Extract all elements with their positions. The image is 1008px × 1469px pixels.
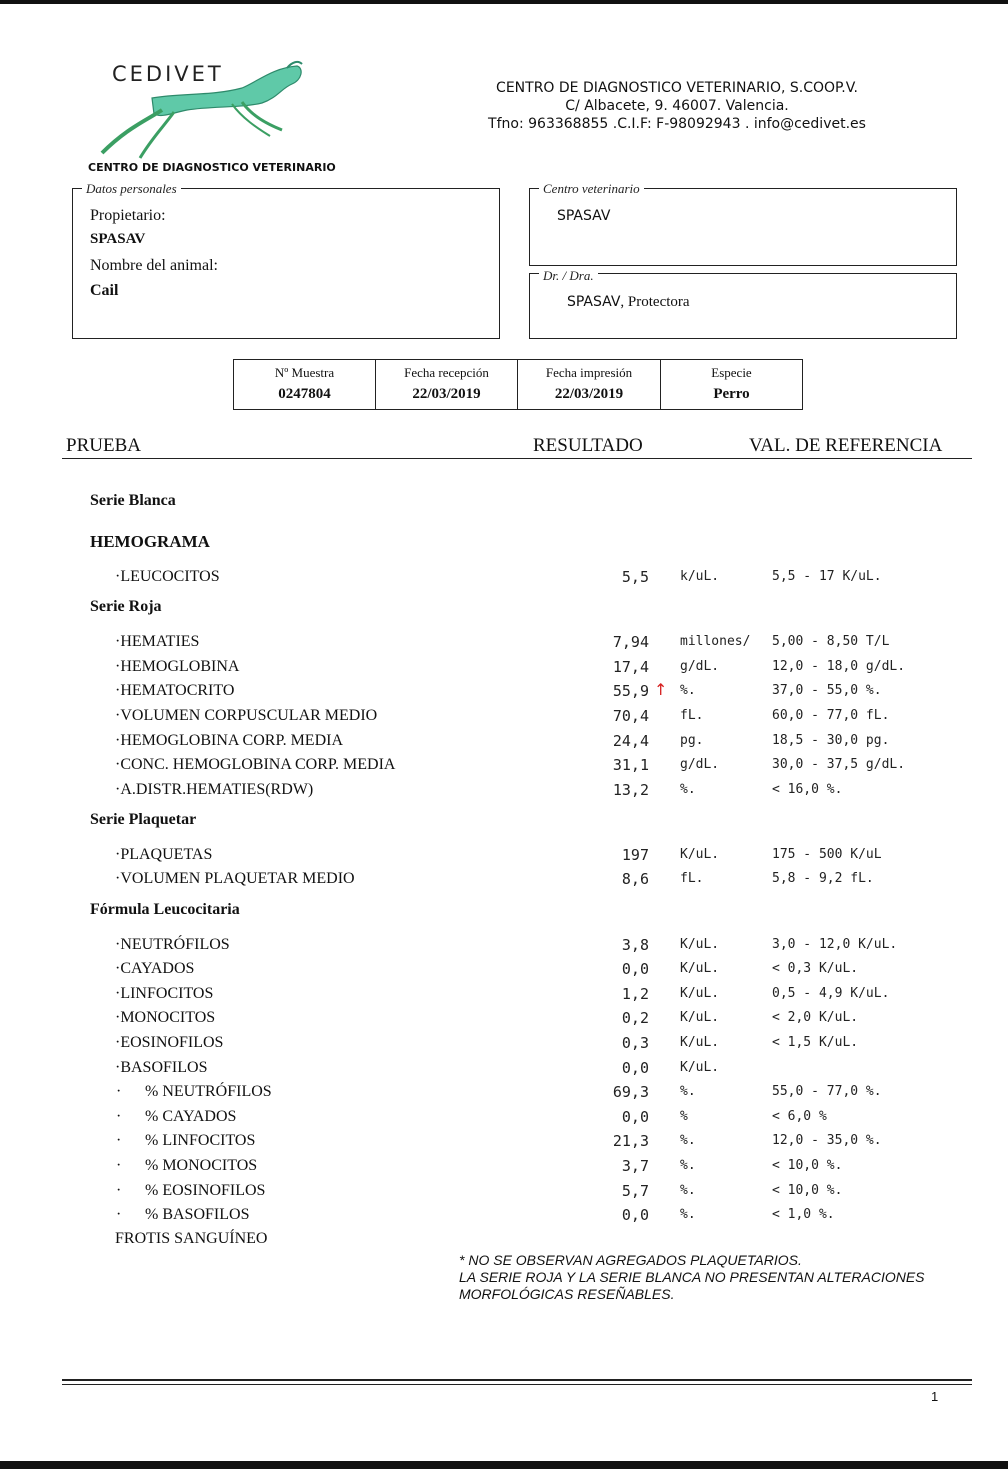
test-name: ·BASOFILOS — [115, 1059, 208, 1076]
test-result: 5,7 — [621, 1182, 649, 1200]
doctor-value-a: SPASAV — [567, 294, 621, 310]
row-bullet: · — [116, 1182, 122, 1199]
test-reference: 5,00 - 8,50 T/L — [772, 634, 890, 649]
test-reference: 30,0 - 37,5 g/dL. — [772, 757, 906, 772]
test-reference: 55,0 - 77,0 %. — [772, 1084, 882, 1099]
test-name: % BASOFILOS — [145, 1206, 250, 1223]
frotis-label: FROTIS SANGUÍNEO — [115, 1230, 268, 1247]
test-unit: %. — [680, 1158, 696, 1173]
test-unit: %. — [680, 1207, 696, 1222]
test-result: 1,2 — [621, 985, 649, 1003]
test-result: 0,0 — [621, 1206, 649, 1224]
section-formula-leucocitaria: Fórmula Leucocitaria — [90, 901, 240, 918]
test-result: 0,0 — [621, 1059, 649, 1077]
test-name: ·MONOCITOS — [115, 1009, 216, 1026]
test-name: ·HEMATOCRITO — [115, 682, 235, 699]
meta-value: 22/03/2019 — [412, 386, 481, 402]
doctor-legend: Dr. / Dra. — [539, 268, 598, 284]
test-unit: K/uL. — [680, 847, 720, 862]
animal-value: Cail — [90, 282, 119, 299]
test-reference: < 0,3 K/uL. — [772, 961, 859, 976]
test-result: 13,2 — [612, 781, 649, 799]
test-result: 3,8 — [621, 936, 649, 954]
test-result: 0,2 — [621, 1009, 649, 1027]
lab-name: CENTRO DE DIAGNOSTICO VETERINARIO, S.COOP.V. — [496, 80, 858, 96]
test-unit: K/uL. — [680, 1010, 720, 1025]
footer-rule-bottom — [62, 1384, 972, 1385]
test-result: 0,0 — [621, 1108, 649, 1126]
header-divider — [62, 458, 972, 459]
test-result: 0,3 — [621, 1034, 649, 1052]
test-reference: 37,0 - 55,0 %. — [772, 683, 882, 698]
test-result: 69,3 — [612, 1083, 649, 1101]
meta-value: 0247804 — [278, 386, 331, 402]
col-header-result: RESULTADO — [533, 435, 643, 456]
test-reference: 12,0 - 35,0 %. — [772, 1133, 882, 1148]
test-result: 197 — [621, 846, 649, 864]
animal-label: Nombre del animal: — [90, 257, 218, 274]
test-name: ·CAYADOS — [115, 960, 195, 977]
test-reference: < 1,0 %. — [772, 1207, 835, 1222]
test-unit: %. — [680, 683, 696, 698]
test-name: % CAYADOS — [145, 1108, 237, 1125]
row-bullet: · — [116, 1108, 122, 1125]
frotis-note-line: LA SERIE ROJA Y LA SERIE BLANCA NO PRESENTAN ALTERACIONES — [459, 1269, 925, 1285]
test-name: ·HEMOGLOBINA CORP. MEDIA — [115, 732, 344, 749]
test-result: 7,94 — [612, 633, 649, 651]
test-name: ·LEUCOCITOS — [115, 568, 220, 585]
section-serie-blanca: Serie Blanca — [90, 492, 176, 509]
doctor-value-b: , Protectora — [620, 294, 690, 310]
top-border — [0, 0, 1008, 4]
test-result: 31,1 — [612, 756, 649, 774]
test-name: % EOSINOFILOS — [145, 1182, 266, 1199]
lab-address: C/ Albacete, 9. 46007. Valencia. — [565, 98, 789, 114]
meta-label: Fecha recepción — [404, 365, 489, 380]
test-unit: %. — [680, 1183, 696, 1198]
test-reference: < 1,5 K/uL. — [772, 1035, 859, 1050]
test-unit: K/uL. — [680, 937, 720, 952]
bottom-border — [0, 1461, 1008, 1469]
owner-value: SPASAV — [90, 231, 146, 247]
page-number: 1 — [931, 1389, 939, 1404]
test-reference: < 2,0 K/uL. — [772, 1010, 859, 1025]
test-unit: %. — [680, 1084, 696, 1099]
meta-cell-print — [518, 360, 661, 409]
test-result: 17,4 — [612, 658, 649, 676]
test-name: ·HEMATIES — [115, 633, 200, 650]
vet-center-value: SPASAV — [557, 208, 611, 224]
owner-label: Propietario: — [90, 207, 166, 224]
vet-center-box — [529, 188, 957, 266]
test-reference: < 16,0 %. — [772, 782, 843, 797]
test-unit: %. — [680, 782, 696, 797]
test-unit: K/uL. — [680, 986, 720, 1001]
doctor-value — [567, 294, 690, 311]
meta-cell-reception — [376, 360, 518, 409]
section-serie-plaquetar: Serie Plaquetar — [90, 811, 197, 828]
test-reference: 5,8 - 9,2 fL. — [772, 871, 874, 886]
col-header-reference: VAL. DE REFERENCIA — [749, 435, 943, 456]
frotis-note-line: MORFOLÓGICAS RESEÑABLES. — [459, 1286, 675, 1302]
test-name: % LINFOCITOS — [145, 1132, 256, 1149]
test-result: 8,6 — [621, 870, 649, 888]
test-name: ·EOSINOFILOS — [115, 1034, 224, 1051]
test-reference: 0,5 - 4,9 K/uL. — [772, 986, 890, 1001]
test-unit: g/dL. — [680, 757, 720, 772]
frotis-note-line: * NO SE OBSERVAN AGREGADOS PLAQUETARIOS. — [459, 1252, 802, 1268]
test-reference: < 6,0 % — [772, 1109, 827, 1124]
test-unit: k/uL. — [680, 569, 720, 584]
lab-info — [440, 79, 914, 133]
test-unit: pg. — [680, 733, 704, 748]
test-reference: 12,0 - 18,0 g/dL. — [772, 659, 906, 674]
row-bullet: · — [116, 1083, 122, 1100]
frotis-notes — [459, 1252, 925, 1303]
col-header-test: PRUEBA — [66, 435, 141, 456]
row-bullet: · — [116, 1157, 122, 1174]
test-unit: K/uL. — [680, 1060, 720, 1075]
test-unit: millones/ — [680, 634, 751, 649]
footer-rule-top — [62, 1379, 972, 1381]
test-reference: 5,5 - 17 K/uL. — [772, 569, 882, 584]
test-name: ·VOLUMEN CORPUSCULAR MEDIO — [115, 707, 378, 724]
test-result: 21,3 — [612, 1132, 649, 1150]
meta-value: 22/03/2019 — [554, 386, 624, 402]
meta-cell-sample — [234, 360, 376, 409]
test-unit: K/uL. — [680, 961, 720, 976]
test-result: 3,7 — [621, 1157, 649, 1175]
test-name: ·HEMOGLOBINA — [115, 658, 240, 675]
meta-cell-species — [661, 360, 802, 409]
test-name: ·VOLUMEN PLAQUETAR MEDIO — [115, 870, 355, 887]
brand-name: CEDIVET — [112, 62, 224, 86]
test-name: ·LINFOCITOS — [115, 985, 214, 1002]
meta-label: Fecha impresión — [545, 365, 633, 380]
test-result: 70,4 — [612, 707, 649, 725]
test-unit: % — [680, 1109, 688, 1124]
test-name: ·CONC. HEMOGLOBINA CORP. MEDIA — [115, 756, 396, 773]
sample-meta-table — [233, 359, 803, 410]
test-reference: < 10,0 %. — [772, 1158, 843, 1173]
test-reference: < 10,0 %. — [772, 1183, 843, 1198]
test-name: ·NEUTRÓFILOS — [115, 936, 230, 953]
test-reference: 60,0 - 77,0 fL. — [772, 708, 890, 723]
test-unit: fL. — [680, 871, 704, 886]
meta-label: Nº Muestra — [274, 365, 335, 380]
test-name: % MONOCITOS — [145, 1157, 258, 1174]
meta-value: Perro — [713, 386, 750, 402]
test-name: % NEUTRÓFILOS — [145, 1083, 272, 1100]
section-hemograma: HEMOGRAMA — [90, 532, 210, 551]
row-bullet: · — [116, 1132, 122, 1149]
high-flag-icon: ↑ — [654, 680, 668, 699]
vet-center-legend: Centro veterinario — [539, 181, 644, 197]
test-name: ·PLAQUETAS — [115, 846, 213, 863]
test-reference: 3,0 - 12,0 K/uL. — [772, 937, 898, 952]
test-result: 55,9 — [612, 682, 649, 700]
test-result: 0,0 — [621, 960, 649, 978]
test-result: 5,5 — [621, 568, 649, 586]
test-unit: %. — [680, 1133, 696, 1148]
meta-label: Especie — [711, 365, 752, 380]
test-unit: K/uL. — [680, 1035, 720, 1050]
brand-subtitle: CENTRO DE DIAGNOSTICO VETERINARIO — [88, 161, 336, 174]
row-bullet: · — [116, 1206, 122, 1223]
test-unit: g/dL. — [680, 659, 720, 674]
test-unit: fL. — [680, 708, 704, 723]
test-reference: 175 - 500 K/uL — [772, 847, 882, 862]
personal-data-legend: Datos personales — [82, 181, 181, 197]
test-name: ·A.DISTR.HEMATIES(RDW) — [115, 781, 314, 798]
section-serie-roja: Serie Roja — [90, 598, 162, 615]
lab-contact: Tfno: 963368855 .C.I.F: F-98092943 . info@cedivet.es — [488, 116, 866, 132]
test-result: 24,4 — [612, 732, 649, 750]
test-reference: 18,5 - 30,0 pg. — [772, 733, 890, 748]
